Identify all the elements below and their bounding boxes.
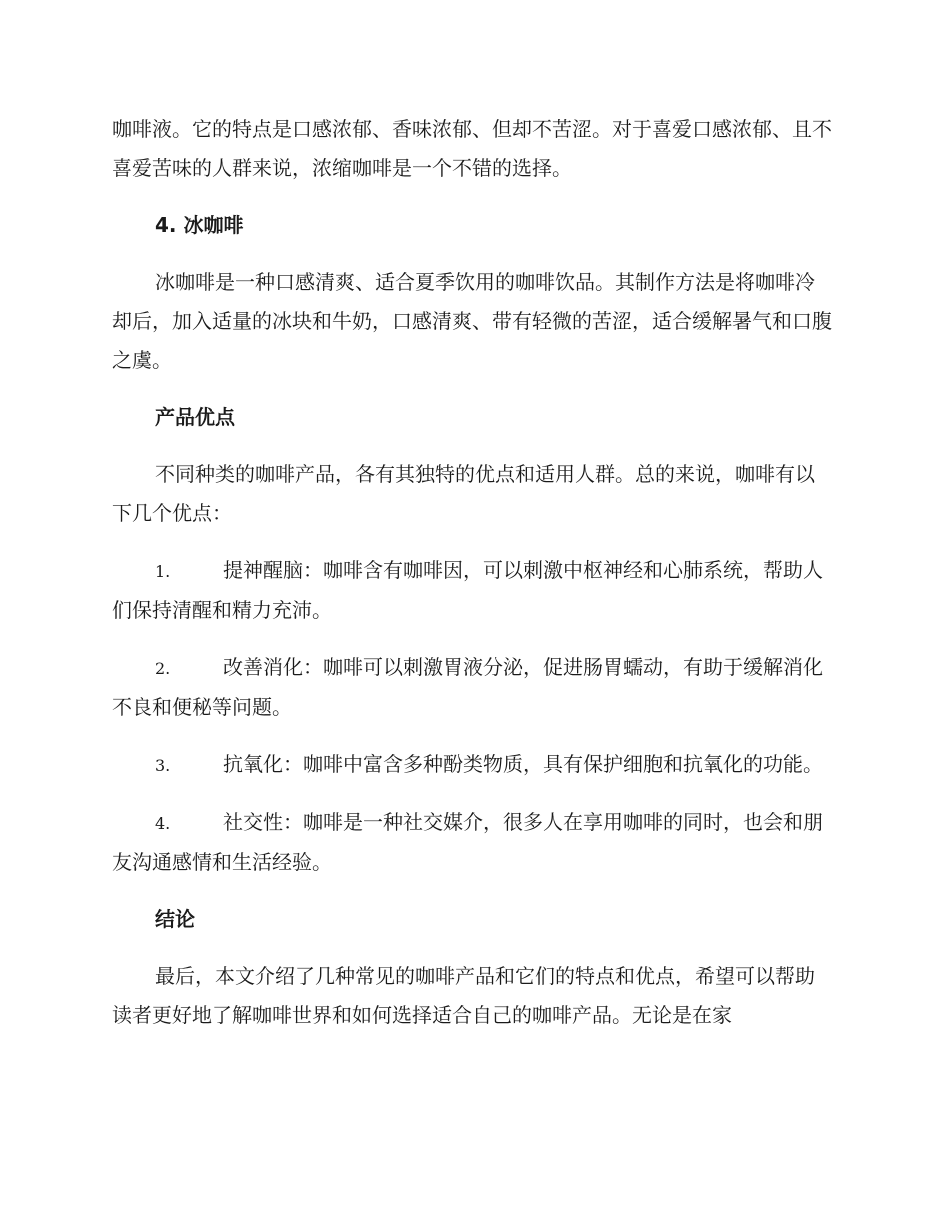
list-item-text: 社交性：咖啡是一种社交媒介，很多人在享用咖啡的同时，也会和朋友沟通感情和生活经验。 [112, 810, 823, 874]
iced-coffee-heading: 4. 冰咖啡 [155, 213, 244, 237]
list-item-text: 提神醒脑：咖啡含有咖啡因，可以刺激中枢神经和心肺系统，帮助人们保持清醒和精力充沛。 [112, 558, 823, 622]
list-item-text: 抗氧化：咖啡中富含多种酚类物质，具有保护细胞和抗氧化的功能。 [223, 752, 823, 776]
list-item [112, 551, 834, 630]
document-page [112, 110, 834, 1035]
list-item [112, 648, 834, 727]
conclusion-paragraph: 最后，本文介绍了几种常见的咖啡产品和它们的特点和优点，希望可以帮助读者更好地了解咖啡世界和如何选择适合自己的咖啡产品。无论是在家 [112, 964, 815, 1027]
iced-coffee-paragraph: 冰咖啡是一种口感清爽、适合夏季饮用的咖啡饮品。其制作方法是将咖啡冷却后，加入适量的冰块和牛奶，口感清爽、带有轻微的苦涩，适合缓解暑气和口腹之虞。 [112, 270, 832, 372]
advantages-paragraph: 不同种类的咖啡产品，各有其独特的优点和适用人群。总的来说，咖啡有以下几个优点： [112, 462, 815, 525]
list-item-number: 1. [155, 562, 171, 581]
list-item-text: 改善消化：咖啡可以刺激胃液分泌，促进肠胃蠕动，有助于缓解消化不良和便秘等问题。 [112, 655, 823, 719]
list-item-number: 4. [155, 814, 171, 833]
list-item-number: 3. [155, 756, 171, 775]
conclusion-heading: 结论 [155, 907, 195, 931]
list-item [112, 745, 834, 785]
advantages-heading: 产品优点 [155, 405, 235, 429]
list-item [112, 803, 834, 882]
list-item-number: 2. [155, 659, 171, 678]
intro-paragraph: 咖啡液。它的特点是口感浓郁、香味浓郁、但却不苦涩。对于喜爱口感浓郁、且不喜爱苦味的人群来说，浓缩咖啡是一个不错的选择。 [112, 117, 832, 180]
